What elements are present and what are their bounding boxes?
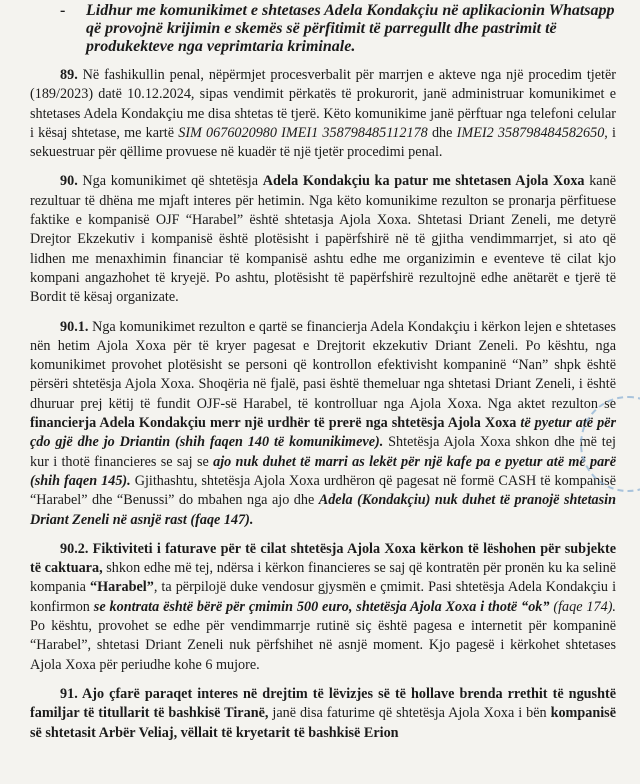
paragraph-number: 91. [60, 685, 78, 702]
bullet-marker: - [60, 2, 66, 19]
paragraph-89: 89. Në fashikullin penal, nëpërmjet procesverbalit për marrjen e akteve nga një procedim tjetër (189/2023) datë 10.12.2024, sipas vendimit përkatës të prokurorit, janë administruar komunikimet e shtetases Adela Kondakçiu me disa shtetas të tjerë. Këto komunikime janë përftuar nga telefoni celular i kësaj shtetase, me kartë SIM 0676020980 IMEI1 358798485112178 dhe IMEI2 358798484582650, i sekuestruar për qëllime provuese në kuadër të një tjetër procedimi penal. [30, 67, 617, 161]
paragraph-number: 90. [60, 173, 78, 190]
intro-bullet [30, 2, 616, 56]
paragraph-number: 90.1. [60, 318, 89, 335]
paragraph-number: 90.2. [60, 540, 89, 557]
paragraph-90-2: 90.2. Fiktiviteti i faturave për të cilat shtetësja Ajola Xoxa kërkon të lëshohen për subjekte të caktuara, shkon edhe më tej, ndërsa i kërkon financieres se saj që kontratën për pronën ku ka selinë kompania “Harabel”, ta përpilojë duke vendosur gjysmën e çmimit. Pasi shtetësja Adela Kondakçiu i konfirmon se kontrata është bërë për çmimin 500 euro, shtetësja Ajola Xoxa i thotë “ok” (faqe 174). Po kështu, provohet se edhe për vendimmarrje rutinë siç është pagesa e internetit për kompaninë “Harabel”, shtetasi Driant Zeneli nuk përfshihet në asnjë moment. Kjo pagesë i kërkohet shtetases Ajola Xoxa për periudhe kohe 6 mujore. [30, 540, 617, 673]
paragraph-90-1: 90.1. Nga komunikimet rezulton e qartë se financierja Adela Kondakçiu i kërkon lejen e shtetases nën hetim Ajola Xoxa për të kryer pagesat e Drejtorit ekzekutiv Driant Zeneli. Po kështu, nga komunikimet provohet plotësisht se personi që kontrollon efektivisht kompaninë “Nan” shpk është përsëri shtetësja Ajola Xoxa. Shoqëria në fjalë, pasi është themeluar nga shtetasi Driant Zeneli, i është dhuruar prej këtij të fundit OJF-së Harabel, të kontrolluar nga Ajola Xoxa. Nga aktet rezulton se financierja Adela Kondakçiu merr një urdhër të prerë nga shtetësja Ajola Xoxa të pyetur atë për çdo gjë dhe jo Driantin (shih faqen 140 të komunikimeve). Shtetësja Ajola Xoxa shkon dhe më tej kur i thotë financieres se saj se ajo nuk duhet të marri as lekët për një kafe pa e pyetur atë më parë (shih faqen 145). Gjithashtu, shtetësja Ajola Xoxa urdhëron që pagesat në formë CASH të kompanisë “Harabel” dhe “Benussi” do mbahen nga ajo dhe Adela (Kondakçiu) nuk duhet të pranojë shtetasin Driant Zeneli në asnjë rast (faqe 147). [30, 318, 616, 528]
paragraph-number: 89. [60, 67, 78, 83]
bullet-text: Lidhur me komunikimet e shtetases Adela Kondakçiu në aplikacionin Whatsapp që provojnë krijimin e skemës së përfitimit të parregullt dhe pastrimit të produkekteve nga veprimtaria kriminale. [86, 2, 615, 55]
paragraph-90: 90. Nga komunikimet që shtetësja Adela Kondakçiu ka patur me shtetasen Ajola Xoxa kanë rezultuar të dhëna me mjaft interes për hetimin. Nga këto komunikime rezulton se pronarja përfituese faktike e kompanisë OJF “Harabel” është shtetasja Ajola Xoxa. Shtetasi Driant Zeneli, me detyrë Drejtor Ekzekutiv i kompanisë është plotësisht i papërfshirë në të gjitha vendimmarrjet, si ato që lidhen me menaxhimin financiar të kompanisë ashtu edhe me organizimin e eventeve të cilat kjo kompani angazhohet të kryejë. Po ashtu, plotësisht të papërfshirë rezultojnë edhe anëtarët e tjerë të Bordit të kësaj organizate. [30, 173, 616, 306]
paragraph-91: 91. Ajo çfarë paraqet interes në drejtim të lëvizjes së të hollave brenda rrethit të ngushtë familjar të titullarit të bashkisë Tiranë, janë disa faturime që shtetësja Ajola Xoxa i bën kompanisë së shtetasit Arbër Veliaj, vëllait të kryetarit të bashkisë Erion [30, 685, 616, 741]
